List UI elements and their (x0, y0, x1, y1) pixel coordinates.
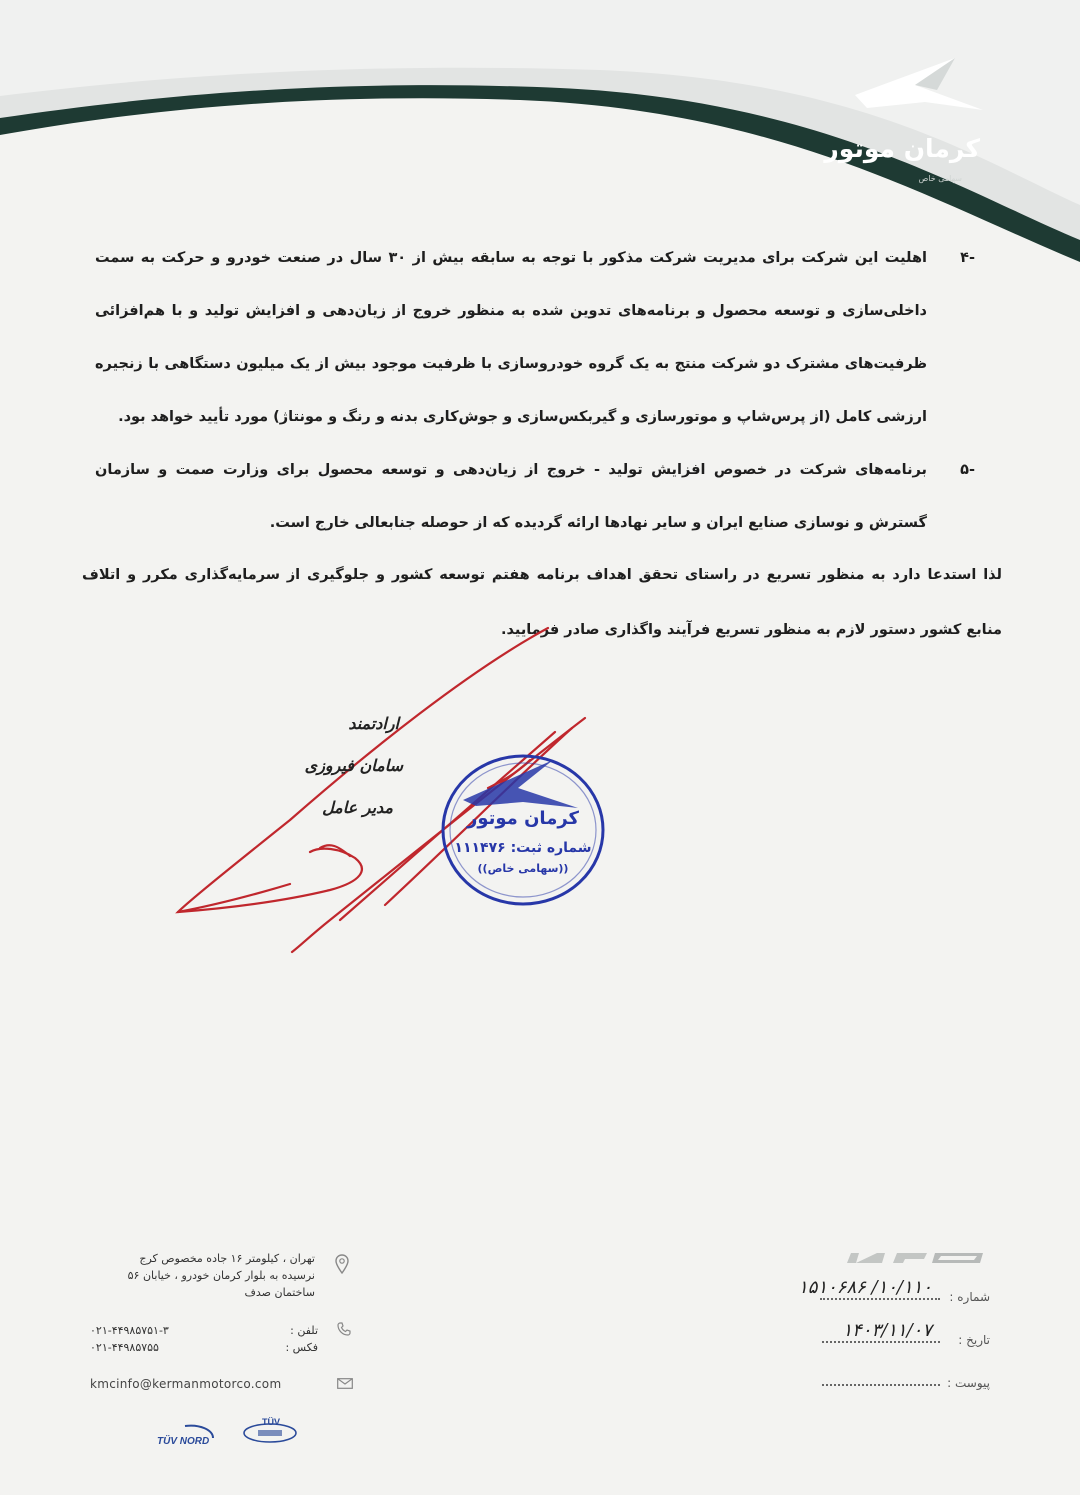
tuv-cert-icon (240, 1413, 300, 1449)
number-label: شماره : (949, 1290, 990, 1304)
list-item (95, 232, 975, 444)
stamp-registration: شماره ثبت: ۱۱۱۴۷۶ (454, 840, 592, 856)
cert-left-label: TÜV NORD (157, 1436, 210, 1447)
tuv-nord-cert-icon (155, 1422, 217, 1448)
letter-meta (770, 1250, 1000, 1420)
letter-body (95, 232, 975, 550)
address-line: تهران ، کیلومتر ۱۶ جاده مخصوص کرج (139, 1252, 315, 1265)
phone-icon (337, 1322, 351, 1336)
company-logo (845, 50, 995, 190)
number-dots (820, 1298, 940, 1300)
number-value: ۱۰/۱۱۰/ ۱۵۱۰۶۸۶ (798, 1277, 932, 1298)
item-text: اهلیت این شرکت برای مدیریت شرکت مذکور با توجه به سابقه بیش از ۳۰ سال در صنعت خودرو و حرکت به سمت داخلی‌سازی و توسعه محصول و برنامه‌های تدوین شده به منظور خروج از زیان‌دهی و افزایش تولید و با هم‌افزائی ظرفیت‌های مشترک دو شرکت منتج به یک گروه خودروسازی با ظرفیت موجود بیش از یک میلیون دستگاهی با زنجیره ارزشی کامل (از پرس‌شاپ و موتورسازی و گیربکس‌سازی و جوش‌کاری بدنه و رنگ و مونتاژ) مورد تأیید خواهد بود. (95, 250, 927, 425)
date-label: تاریخ : (958, 1333, 990, 1347)
fax-number: ۰۲۱-۴۴۹۸۵۷۵۵ (90, 1341, 159, 1354)
item-text: برنامه‌های شرکت در خصوص افزایش تولید - خروج از زیان‌دهی و توسعه محصول برای وزارت صمت و سازمان گسترش و نوسازی صنایع ایران و سایر نهادها ارائه گردیده که از حوصله جنابعالی خارج است. (95, 462, 927, 531)
email-address: kmcinfo@kermanmotorco.com (90, 1377, 282, 1391)
company-stamp (438, 750, 608, 910)
signer-title: مدیر عامل (322, 798, 393, 817)
cert-right-label: TÜV (262, 1417, 280, 1427)
mail-icon (337, 1378, 353, 1389)
address-line: نرسیده به بلوار کرمان خودرو ، خیابان ۵۶ (127, 1269, 315, 1282)
letter-attachment-row (770, 1364, 990, 1390)
address-line: ساختمان صدف (244, 1286, 315, 1299)
phone-label: تلفن : (290, 1324, 318, 1337)
company-type: سهامی خاص (918, 174, 962, 183)
address (90, 1250, 315, 1301)
letter-number-row (770, 1278, 990, 1304)
stamp-type: ((سهامی خاص)) (477, 862, 569, 875)
fax-label: فکس : (285, 1341, 318, 1354)
attachment-dots (822, 1384, 940, 1386)
date-dots (822, 1341, 940, 1343)
attachment-label: پیوست : (947, 1376, 990, 1390)
letter-date-row (770, 1321, 990, 1347)
date-value: ۱۴۰۳/۱۱/۰۷ (842, 1320, 932, 1341)
location-pin-icon (335, 1254, 349, 1274)
stamp-company: کرمان موتور (466, 808, 580, 829)
item-number: -۵ (960, 462, 975, 478)
item-number: -۴ (960, 250, 975, 266)
kmc-logotype-icon (807, 1250, 987, 1266)
signer-name: سامان فیروزی (304, 756, 403, 775)
list-item (95, 444, 975, 550)
company-name: کرمان موتور (824, 134, 980, 163)
closing-paragraph: لذا استدعا دارد به منظور تسریع در راستای تحقق اهداف برنامه هفتم توسعه کشور و جلوگیری از سرمایه‌گذاری مکرر و اتلاف منابع کشور دستور لازم به منظور تسریع فرآیند واگذاری صادر فرمایید. (82, 567, 1002, 638)
phone-number: ۰۲۱-۴۴۹۸۵۷۵۱-۳ (90, 1324, 169, 1337)
salutation: ارادتمند (348, 714, 399, 733)
signature-block (230, 703, 405, 829)
